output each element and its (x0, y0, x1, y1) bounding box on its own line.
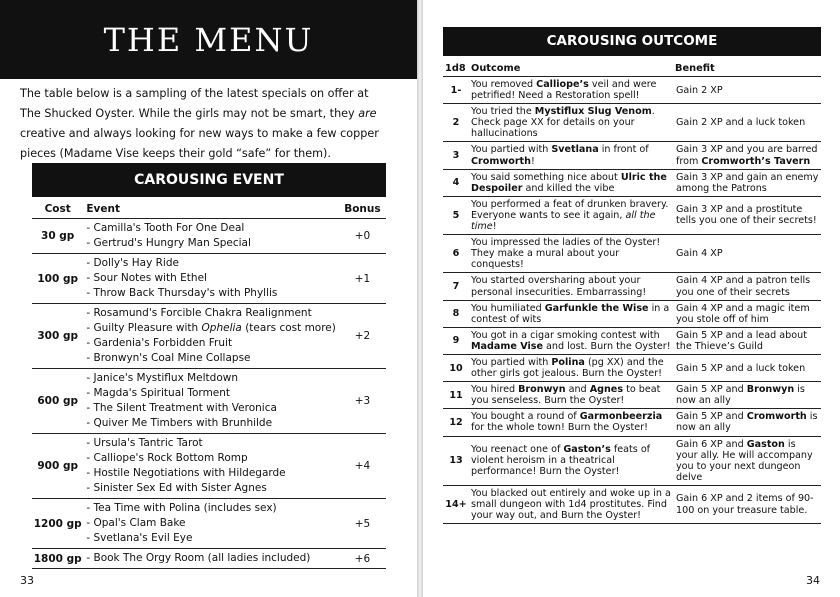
text-run: - Bronwyn's Coal Mine Collapse (86, 352, 251, 364)
outcome-benefit (673, 196, 821, 234)
event-cost: 300 gp (32, 304, 83, 369)
text-run: You humiliated (471, 302, 545, 314)
outcome-text (469, 273, 673, 300)
event-row (32, 369, 386, 434)
outcome-roll: 4 (443, 169, 469, 196)
event-bonus: +0 (339, 219, 386, 254)
outcome-row (443, 300, 821, 327)
text-run: Gain 5 XP and (676, 384, 747, 396)
event-list (83, 549, 339, 569)
text-run: - Calliope's Rock Bottom Romp (86, 452, 248, 464)
text-run: is your ally. He will accompany you to your next dungeon delve (676, 438, 813, 483)
event-bonus: +6 (339, 549, 386, 569)
outcome-roll: 6 (443, 235, 469, 273)
outcome-text (469, 142, 673, 169)
text-run: - Sour Notes with Ethel (86, 272, 207, 284)
page-number-right: 34 (806, 574, 820, 587)
event-row (32, 434, 386, 499)
outcome-benefit (673, 77, 821, 104)
text-run: to beat you senseless. Burn the Oyster! (471, 384, 661, 407)
text-run: (pg XX) and the other girls got jealous. Burn the Oyster! (471, 356, 664, 380)
outcome-text (469, 327, 673, 354)
text-run: Gain 6 XP and 2 items of 90-100 on your treasure table. (676, 493, 814, 516)
text-run: - Guilty Pleasure with (86, 322, 202, 334)
event-item (86, 236, 336, 251)
event-bonus: +5 (339, 499, 386, 549)
outcome-roll: 14+ (443, 485, 469, 523)
text-run: and (565, 384, 590, 396)
outcome-row (443, 196, 821, 234)
outcome-text (469, 409, 673, 436)
bold-name: Agnes (589, 384, 624, 396)
outcome-row (443, 436, 821, 485)
title-band (0, 0, 417, 79)
text-run: - Sinister Sex Ed with Sister Agnes (86, 482, 267, 494)
text-run: Gain 3 XP and you are barred from (676, 144, 818, 167)
outcome-roll: 5 (443, 196, 469, 234)
text-run: - Dolly's Hay Ride (86, 257, 179, 269)
text-run: - Rosamund's Forcible Chakra Realignment (86, 307, 312, 319)
bold-name: Garmonbeerzia (579, 411, 663, 423)
bold-name: Cromworth’s Tavern (701, 155, 811, 167)
text-run: You removed (471, 79, 537, 90)
event-item (86, 481, 336, 496)
event-list (83, 434, 339, 499)
bold-name: Bronwyn (518, 384, 566, 396)
text-run: Gain 3 XP and gain an enemy among the Patrons (676, 171, 819, 194)
event-item (86, 386, 336, 401)
outcome-benefit (673, 327, 821, 354)
outcome-roll: 7 (443, 273, 469, 300)
outcome-benefit (673, 169, 821, 196)
intro-emphasis: are (358, 107, 377, 120)
text-run: You blacked out entirely and woke up in a small dungeon with 1d4 prostitutes. Find your way out, and Burn the Oyster! (471, 487, 671, 522)
italic-text: all the time (471, 209, 656, 233)
text-run: in front of (598, 144, 649, 156)
text-run: for the whole town! Burn the Oyster! (471, 422, 648, 434)
text-run: - Throw Back Thursday's with Phyllis (86, 287, 278, 299)
text-run: You partied with (471, 144, 552, 156)
event-item (86, 336, 336, 351)
outcome-row (443, 354, 821, 381)
text-run: and killed the vibe (522, 182, 615, 194)
outcome-row (443, 77, 821, 104)
roll-column-header: 1d8 (443, 60, 469, 77)
event-list (83, 369, 339, 434)
event-row (32, 254, 386, 304)
text-run: - Book The Orgy Room (all ladies included) (86, 552, 311, 564)
text-run: feats of violent heroism in a theatrical performance! Burn the Oyster! (471, 444, 651, 478)
intro-text-part: The table below is a sampling of the latest specials on offer at The Shucked Oyster. While the girls may not be smart, they (20, 87, 369, 120)
event-item (86, 286, 336, 301)
text-run: Gain 2 XP and a luck token (676, 117, 806, 129)
event-bonus: +3 (339, 369, 386, 434)
text-run: You partied with (471, 356, 552, 368)
text-run: Gain 4 XP (676, 248, 723, 260)
outcome-row (443, 104, 821, 142)
text-run: - Quiver Me Timbers with Brunhilde (86, 417, 273, 429)
outcome-benefit (673, 382, 821, 409)
page-number-left: 33 (20, 574, 34, 587)
outcome-benefit (673, 104, 821, 142)
page-title: THE MENU (103, 20, 314, 59)
event-item (86, 256, 336, 271)
event-item (86, 466, 336, 481)
outcome-row (443, 382, 821, 409)
text-run: You started oversharing about your personal insecurities. Embarrassing! (471, 275, 647, 298)
text-run: ! (530, 155, 535, 167)
event-item (86, 401, 336, 416)
text-run: You performed a feat of drunken bravery. Everyone wants to see it again, (471, 198, 669, 221)
outcome-benefit (673, 485, 821, 523)
event-cost: 1200 gp (32, 499, 83, 549)
text-run: Gain 5 XP and a luck token (676, 362, 806, 374)
outcome-roll: 3 (443, 142, 469, 169)
event-item (86, 436, 336, 451)
text-run: - Janice's Mystiflux Meltdown (86, 372, 238, 384)
outcome-text (469, 382, 673, 409)
event-list (83, 254, 339, 304)
text-run: veil and were petrified! Need a Restoration spell! (471, 79, 657, 102)
bold-name: Bronwyn (746, 384, 795, 396)
bonus-column-header: Bonus (339, 199, 386, 219)
event-cost: 100 gp (32, 254, 83, 304)
bold-name: Gaston (746, 438, 785, 450)
text-run: You got in a cigar smoking contest with (471, 329, 660, 341)
text-run: - Gertrud's Hungry Man Special (86, 237, 251, 249)
text-run: - Ursula's Tantric Tarot (86, 437, 203, 449)
outcome-row (443, 169, 821, 196)
text-run: - Camilla's Tooth For One Deal (86, 222, 245, 234)
intro-paragraph (20, 84, 390, 164)
outcome-row (443, 485, 821, 523)
text-run: You bought a round of (471, 411, 580, 423)
outcome-text (469, 354, 673, 381)
text-run: - Gardenia's Forbidden Fruit (86, 337, 233, 349)
text-run: (tears cost more) (241, 322, 336, 334)
text-run: You hired (471, 384, 519, 396)
event-item (86, 451, 336, 466)
event-cost: 600 gp (32, 369, 83, 434)
event-item (86, 531, 336, 546)
event-item (86, 416, 336, 431)
event-row (32, 219, 386, 254)
outcome-text (469, 300, 673, 327)
italic-text: Ophelia (201, 322, 242, 334)
outcome-text (469, 485, 673, 523)
outcome-benefit (673, 235, 821, 273)
event-row (32, 304, 386, 369)
text-run: and lost. Burn the Oyster! (542, 340, 671, 352)
event-row (32, 499, 386, 549)
outcome-row (443, 327, 821, 354)
text-run: . Check page XX for details on your hallucinations (471, 106, 655, 140)
bold-name: Calliope’s (536, 79, 589, 90)
outcome-roll: 9 (443, 327, 469, 354)
event-item (86, 516, 336, 531)
text-run: - Opal's Clam Bake (86, 517, 186, 529)
event-cost: 1800 gp (32, 549, 83, 569)
outcome-text (469, 77, 673, 104)
carousing-outcome-header: CAROUSING OUTCOME (443, 27, 821, 56)
outcome-roll: 11 (443, 382, 469, 409)
event-item (86, 271, 336, 286)
outcome-roll: 12 (443, 409, 469, 436)
outcome-text (469, 196, 673, 234)
event-list (83, 499, 339, 549)
outcome-row (443, 142, 821, 169)
event-item (86, 321, 336, 336)
text-run: Gain 4 XP and a magic item you stole off of him (676, 302, 810, 325)
carousing-event-header: CAROUSING EVENT (32, 163, 386, 197)
bold-name: Polina (551, 356, 585, 368)
text-run: You tried the (471, 106, 535, 118)
outcome-row (443, 273, 821, 300)
outcome-text (469, 169, 673, 196)
outcome-benefit (673, 273, 821, 300)
outcome-roll: 2 (443, 104, 469, 142)
text-run: is now an ally (676, 411, 818, 434)
event-column-header: Event (83, 199, 339, 219)
table-header-row (443, 60, 821, 77)
event-item (86, 501, 336, 516)
outcome-text (469, 104, 673, 142)
intro-text-part: creative and always looking for new ways to make a few copper pieces (Madame Vise keeps their gold “safe” for them). (20, 127, 379, 160)
outcome-benefit (673, 436, 821, 485)
text-run: - Svetlana's Evil Eye (86, 532, 193, 544)
outcome-row (443, 235, 821, 273)
outcome-benefit (673, 300, 821, 327)
outcome-text (469, 235, 673, 273)
text-run: Gain 5 XP and (676, 411, 747, 423)
bold-name: Garfunkle the Wise (544, 302, 649, 314)
bold-name: Mystiflux Slug Venom (534, 106, 652, 118)
text-run: - Tea Time with Polina (includes sex) (86, 502, 277, 514)
carousing-event-table (32, 199, 386, 569)
text-run: You said something nice about (471, 171, 621, 183)
text-run: - Hostile Negotiations with Hildegarde (86, 467, 286, 479)
text-run: Gain 6 XP and (676, 438, 747, 450)
text-run: You impressed the ladies of the Oyster! They make a mural about your conquests! (471, 237, 661, 271)
table-header-row (32, 199, 386, 219)
carousing-outcome-table (443, 60, 821, 524)
text-run: in a contest of wits (471, 302, 670, 325)
outcome-roll: 13 (443, 436, 469, 485)
text-run: Gain 5 XP and a lead about the Thieve’s Guild (676, 329, 807, 352)
event-item (86, 351, 336, 366)
cost-column-header: Cost (32, 199, 83, 219)
text-run: Gain 4 XP and a patron tells you one of their secrets (676, 275, 811, 298)
event-bonus: +2 (339, 304, 386, 369)
outcome-roll: 8 (443, 300, 469, 327)
text-run: You reenact one of (471, 444, 564, 456)
outcome-row (443, 409, 821, 436)
bold-name: Cromworth (746, 411, 807, 423)
text-run: - Magda's Spiritual Torment (86, 387, 231, 399)
event-list (83, 219, 339, 254)
event-cost: 30 gp (32, 219, 83, 254)
event-bonus: +4 (339, 434, 386, 499)
text-run: Gain 2 XP (676, 84, 723, 96)
outcome-benefit (673, 354, 821, 381)
event-item (86, 551, 336, 566)
outcome-roll: 1- (443, 77, 469, 104)
bold-name: Svetlana (551, 144, 599, 156)
text-run: is now an ally (676, 384, 805, 407)
event-row (32, 549, 386, 569)
event-cost: 900 gp (32, 434, 83, 499)
outcome-text (469, 436, 673, 485)
outcome-column-header: Outcome (469, 60, 673, 77)
text-run: Gain 3 XP and a prostitute tells you one of their secrets! (676, 204, 817, 227)
text-run: - The Silent Treatment with Veronica (86, 402, 277, 414)
benefit-column-header: Benefit (673, 60, 821, 77)
event-bonus: +1 (339, 254, 386, 304)
bold-name: Ulric the Despoiler (471, 171, 667, 194)
event-item (86, 221, 336, 236)
bold-name: Cromworth (471, 155, 531, 167)
bold-name: Madame Vise (471, 340, 543, 352)
event-list (83, 304, 339, 369)
text-run: ! (492, 221, 497, 233)
event-item (86, 371, 336, 386)
outcome-roll: 10 (443, 354, 469, 381)
bold-name: Gaston’s (563, 444, 611, 456)
event-item (86, 306, 336, 321)
outcome-benefit (673, 142, 821, 169)
outcome-benefit (673, 409, 821, 436)
